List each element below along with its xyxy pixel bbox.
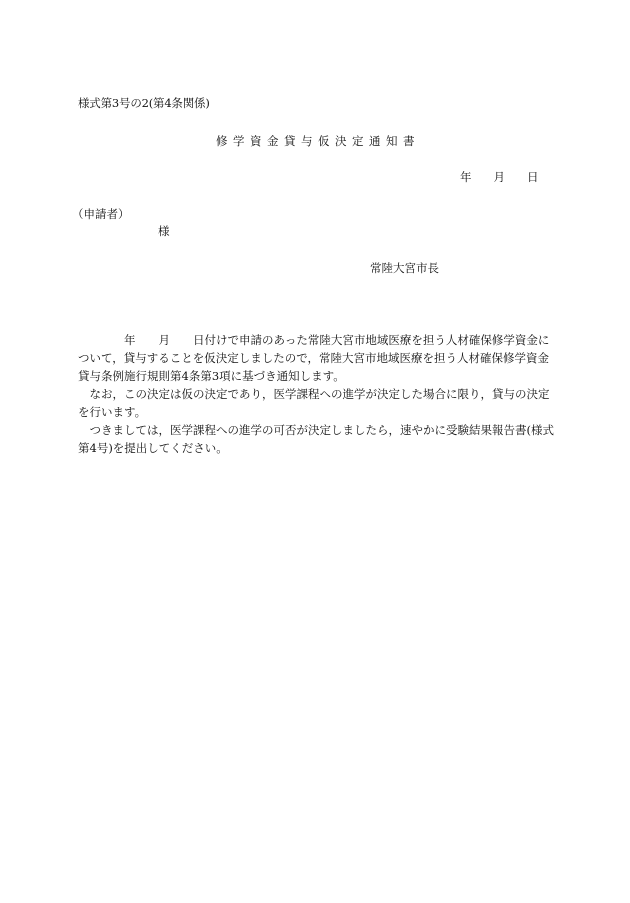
form-number: 様式第3号の2(第4条関係)	[78, 96, 210, 110]
body-line: 年 月 日付けで申請のあった常陸大宮市地域医療を担う人材確保修学資金に	[124, 333, 550, 347]
notice-body	[78, 331, 554, 457]
body-line: なお，この決定は仮の決定であり，医学課程への進学が決定した場合に限り，貸与の決定	[78, 387, 550, 401]
date-month: 月	[493, 170, 505, 184]
body-line: つきましては，医学課程への進学の可否が決定しましたら，速やかに受験結果報告書(様式	[78, 423, 554, 437]
date-line	[460, 170, 539, 184]
document-title: 修学資金貸与仮決定通知書	[216, 134, 420, 148]
sender-name: 常陸大宮市長	[370, 261, 439, 275]
date-year: 年	[460, 170, 472, 184]
applicant-label: （申請者）	[72, 207, 130, 221]
date-day: 日	[527, 170, 539, 184]
body-line: 第4号)を提出してください。	[78, 441, 228, 455]
body-line: ついて，貸与することを仮決定しましたので，常陸大宮市地域医療を担う人材確保修学資金	[78, 351, 550, 365]
recipient-honorific: 様	[158, 224, 170, 238]
body-line: 貸与条例施行規則第4条第3項に基づき通知します。	[78, 369, 345, 383]
body-line: を行います。	[78, 405, 147, 419]
